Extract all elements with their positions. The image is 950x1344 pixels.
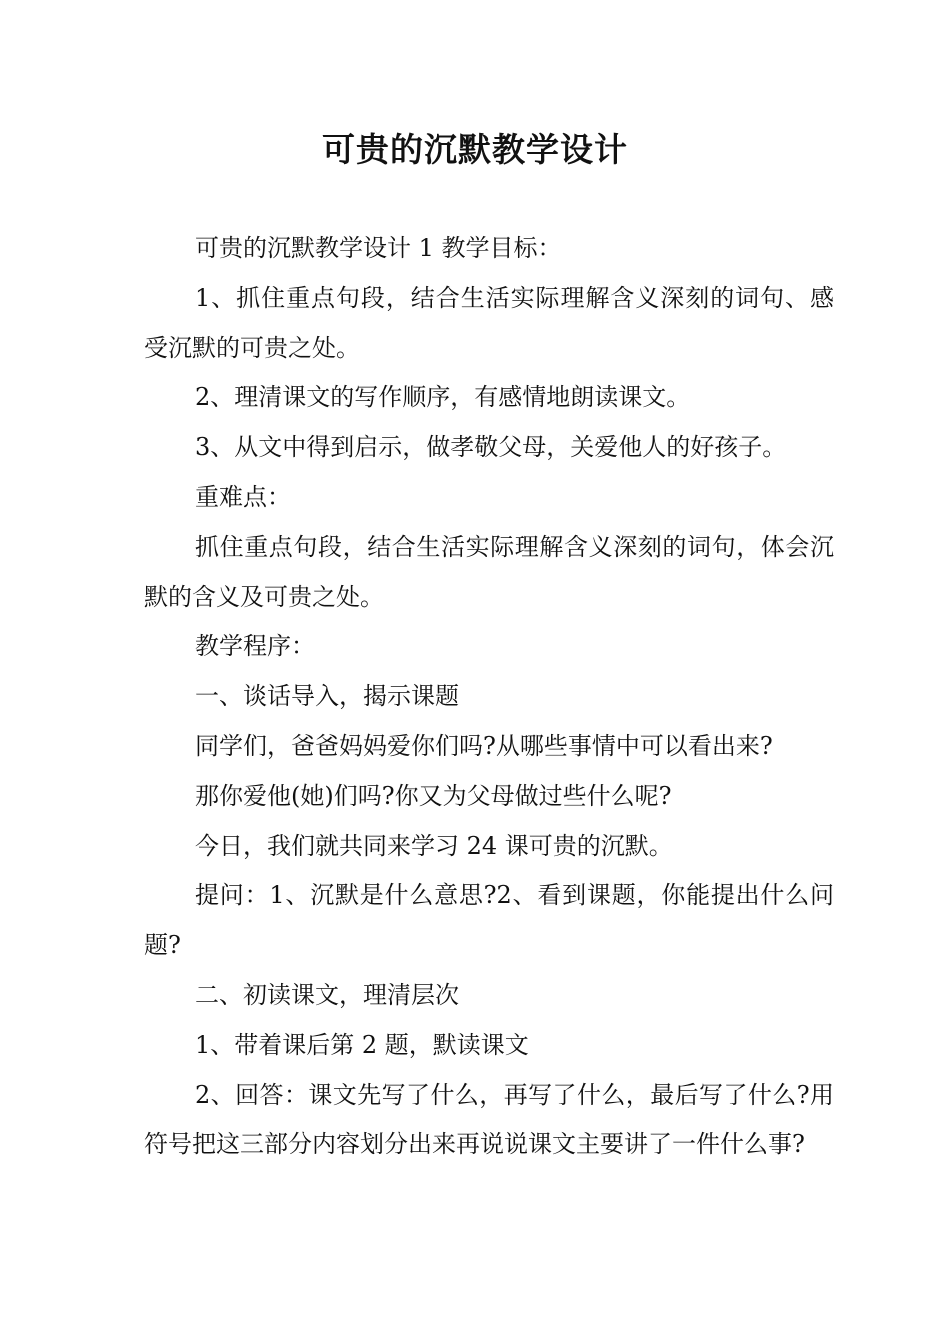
document-body [144, 224, 834, 1170]
paragraph-question-1: 同学们，爸爸妈妈爱你们吗?从哪些事情中可以看出来? [195, 731, 773, 760]
paragraph-intro: 可贵的沉默教学设计 1 教学目标： [195, 234, 562, 262]
paragraph-goal-2: 2、理清课文的写作顺序，有感情地朗读课文。 [195, 383, 691, 412]
paragraph-key-points: 抓住重点句段，结合生活实际理解含义深刻的词句，体会沉默的含义及可贵之处。 [144, 532, 834, 611]
paragraph-goal-1: 1、抓住重点句段，结合生活实际理解含义深刻的词句、感受沉默的可贵之处。 [144, 283, 834, 362]
paragraph-today: 今日，我们就共同来学习 24 课可贵的沉默。 [195, 831, 673, 860]
paragraph-step-2: 2、回答：课文先写了什么，再写了什么，最后写了什么?用符号把这三部分内容划分出来再说说课文主要讲了一件什么事? [144, 1080, 834, 1159]
paragraph-step-1: 1、带着课后第 2 题，默读课文 [195, 1030, 529, 1059]
paragraph-question-2: 那你爱他(她)们吗?你又为父母做过些什么呢? [195, 781, 672, 810]
document-title: 可贵的沉默教学设计 [322, 130, 628, 169]
paragraph-goal-3: 3、从文中得到启示，做孝敬父母，关爱他人的好孩子。 [195, 433, 787, 462]
paragraph-key-points-heading: 重难点： [195, 482, 291, 511]
paragraph-section-2-heading: 二、初读课文，理清层次 [195, 980, 459, 1009]
paragraph-ask: 提问：1、沉默是什么意思?2、看到课题，你能提出什么问题? [144, 881, 834, 960]
paragraph-procedure-heading: 教学程序： [195, 632, 315, 661]
paragraph-section-1-heading: 一、谈话导入，揭示课题 [195, 682, 459, 711]
